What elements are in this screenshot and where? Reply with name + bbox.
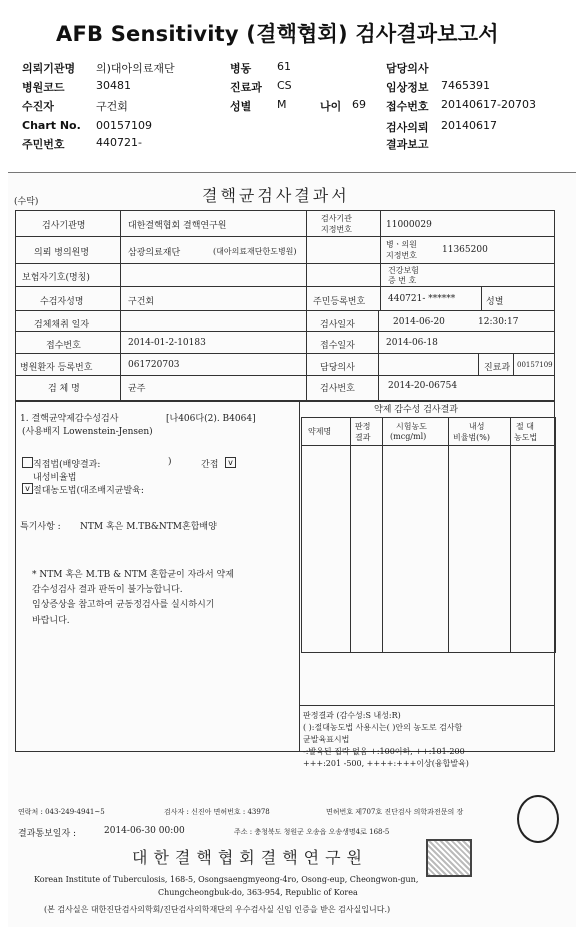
accreditation-note: (본 검사실은 대한진단검사의학회/진단검사의학재단의 우수검사실 신임 인증을 받은 검사실입니다.) xyxy=(44,905,391,914)
indirect-method-label: 간접 xyxy=(201,460,219,470)
ward-value: 61 xyxy=(277,60,291,73)
specimen-value: 균주 xyxy=(128,384,146,394)
dept-label: 진료과 xyxy=(230,81,262,94)
org-name-kr: 대한결핵협회결핵연구원 xyxy=(132,848,369,867)
patient-reg-label: 병원환자 등록번호 xyxy=(20,363,93,373)
patient-label: 수진자 xyxy=(22,100,54,113)
col-abs-1: 절 대 xyxy=(516,422,534,431)
ward-label: 병동 xyxy=(230,62,252,75)
test-date-label: 검사일자 xyxy=(320,320,355,330)
criteria-line-5: +++:201 -500, ++++:+++이상(융합발육) xyxy=(303,759,469,768)
lab-code-label-1: 검사기관 xyxy=(321,214,352,223)
rrn-form-label: 주민등록번호 xyxy=(313,297,366,307)
receipt-value: 20140617-20703 xyxy=(441,98,536,111)
sex-label: 성별 xyxy=(230,100,252,113)
chart-label: Chart No. xyxy=(22,119,81,132)
col-res-1: 내성 xyxy=(469,422,485,431)
note-line-2: 감수성검사 결과 판독이 불가능합니다. xyxy=(32,585,183,595)
examinee-label: 수검자성명 xyxy=(40,297,84,307)
lab-name-value: 대한결핵협회 결핵연구원 xyxy=(128,221,227,231)
collection-date-label: 검체채취 일자 xyxy=(34,320,90,330)
footer-address: 주소 : 충청북도 청원군 오송읍 오송생명4로 168-5 xyxy=(234,828,390,836)
request-label: 검사의뢰 xyxy=(386,121,429,134)
patient-reg-value: 061720703 xyxy=(128,360,180,370)
note-line-3: 임상증상을 참고하여 균동정검사를 실시하시기 xyxy=(32,600,215,610)
criteria-line-3: 균발육표시법 xyxy=(303,735,350,744)
receipt-label: 접수번호 xyxy=(386,100,429,113)
special-notes-value: NTM 혹은 M.TB&NTM혼합배양 xyxy=(80,522,217,532)
specimen-label: 검 체 명 xyxy=(48,384,80,394)
hospital-code-label: 병원코드 xyxy=(22,81,65,94)
sex-value: M xyxy=(277,98,287,111)
institution-value: 의)대아의료재단 xyxy=(96,62,175,75)
hospital-code-value: 30481 xyxy=(96,79,131,92)
col-res-2: 비율범(%) xyxy=(453,433,491,442)
note-line-1: * NTM 혹은 M.TB & NTM 혼합균이 자라서 약제 xyxy=(32,570,234,580)
age-value: 69 xyxy=(352,98,366,111)
dept-value: CS xyxy=(277,79,292,92)
result-title: 약제 감수성 검사결과 xyxy=(374,405,458,415)
gender-label: 성별 xyxy=(486,297,504,307)
insurer-label: 보험자기호(명칭) xyxy=(22,273,90,283)
receipt-no-value: 2014-01-2-10183 xyxy=(128,338,206,348)
test-time-value: 12:30:17 xyxy=(478,317,519,327)
col-drug: 약제명 xyxy=(308,427,332,436)
result-grid xyxy=(301,417,556,653)
col-judge-2: 결과 xyxy=(355,433,371,442)
special-notes-label: 특기사항 : xyxy=(20,522,61,532)
col-abs-2: 농도법 xyxy=(514,433,538,442)
clinical-value: 7465391 xyxy=(441,79,490,92)
col-conc-1: 시험농도 xyxy=(396,422,427,431)
receipt-no-label: 접수번호 xyxy=(46,341,81,351)
direct-method-checkbox xyxy=(22,457,33,468)
form-title: 결핵균검사결과서 xyxy=(202,186,350,205)
col-conc-2: (mcg/ml) xyxy=(390,432,427,441)
official-seal xyxy=(426,839,472,877)
indirect-method-checkbox: v xyxy=(225,457,236,468)
report-date-label: 결과통보일자 : xyxy=(18,829,77,839)
attending-label: 담당의사 xyxy=(386,62,429,75)
criteria-line-4: -:발육된 집락 없음 +:100이하, ++:101-200 xyxy=(303,747,465,756)
note-line-4: 바랍니다. xyxy=(32,616,70,626)
request-value: 20140617 xyxy=(441,119,497,132)
ratio-method-label: 내성비율법 xyxy=(33,473,77,483)
absolute-method-label: 절대농도법(대조배지균발육: xyxy=(33,486,144,496)
lab-code-value: 11000029 xyxy=(386,220,432,230)
dept-form-label: 진료과 xyxy=(484,363,511,373)
test-date-value: 2014-06-20 xyxy=(393,317,445,327)
accreditation-stamp xyxy=(517,795,559,843)
footer-examiner: 검사자 : 신진아 면허번호 : 43978 xyxy=(164,808,270,816)
hospital-name-label: 의뢰 병의원명 xyxy=(34,248,90,258)
chart-value: 00157109 xyxy=(96,119,152,132)
lab-code-label-2: 지정번호 xyxy=(321,225,352,234)
hospital-code-form-value: 11365200 xyxy=(442,245,488,255)
test-no-value: 2014-20-06754 xyxy=(388,381,458,391)
hospital-code-label-2: 지정번호 xyxy=(386,251,417,260)
hospital-name-value: 삼광의료재단 xyxy=(128,248,181,258)
examinee-value: 구건회 xyxy=(128,297,155,307)
institution-label: 의뢰기관명 xyxy=(22,62,76,75)
receipt-mark: (수탁) xyxy=(14,197,39,207)
footer-phone: 연락처 : 043-249-4941~5 xyxy=(18,808,105,816)
criteria-line-2: ( ):절대농도법 사용시는( )안의 농도로 검사함 xyxy=(303,723,463,732)
absolute-method-checkbox: v xyxy=(22,483,33,494)
col-judge-1: 판정 xyxy=(355,422,371,431)
report-title: AFB Sensitivity (결핵협회) 검사결과보고서 xyxy=(56,22,499,46)
dept-form-value: 00157109 xyxy=(517,361,553,369)
footer-license: 면허번호 제707호 진단검사 의학과전문의 장 xyxy=(326,808,464,816)
receipt-date-value: 2014-06-18 xyxy=(386,338,438,348)
direct-method-label: 직접법(배양결과: xyxy=(33,460,101,470)
test-no-label: 검사번호 xyxy=(320,384,355,394)
insurance-no-label-1: 건강보험 xyxy=(388,266,419,275)
report-date-value: 2014-06-30 00:00 xyxy=(104,826,185,836)
rrn-label: 주민번호 xyxy=(22,138,65,151)
scanned-form xyxy=(8,172,576,927)
test-line-2: (사용배지 Lowenstein-Jensen) xyxy=(22,427,153,437)
rrn-value: 440721- xyxy=(96,136,142,149)
org-address-en-1: Korean Institute of Tuberculosis, 168-5, Osongsaengmyeong-4ro, Osong-eup, Cheongwon-gun, xyxy=(34,875,419,884)
clinical-label: 임상정보 xyxy=(386,81,429,94)
doctor-label: 담당의사 xyxy=(320,363,355,373)
receipt-date-label: 접수일자 xyxy=(320,341,355,351)
rrn-form-value: 440721- ****** xyxy=(388,294,456,304)
patient-value: 구건회 xyxy=(96,100,128,113)
direct-method-close: ) xyxy=(168,457,172,467)
criteria-line-1: 판정결과 (감수성:S 내성:R) xyxy=(303,711,401,720)
hospital-code-label-1: 병ㆍ의원 xyxy=(386,240,417,249)
age-label: 나이 xyxy=(320,100,342,113)
test-line-1: 1. 결핵균약제감수성검사 xyxy=(20,414,119,424)
lab-name-label: 검사기관명 xyxy=(42,221,86,231)
hospital-name-note: (대아의료재단한도병원) xyxy=(213,247,297,256)
info-table-frame xyxy=(15,210,555,402)
test-code: [나406다(2). B4064] xyxy=(166,414,256,424)
insurance-no-label-2: 증 번 호 xyxy=(388,276,417,285)
report-label: 결과보고 xyxy=(386,138,429,151)
org-address-en-2: Chungcheongbuk-do, 363-954, Republic of Korea xyxy=(158,888,358,897)
